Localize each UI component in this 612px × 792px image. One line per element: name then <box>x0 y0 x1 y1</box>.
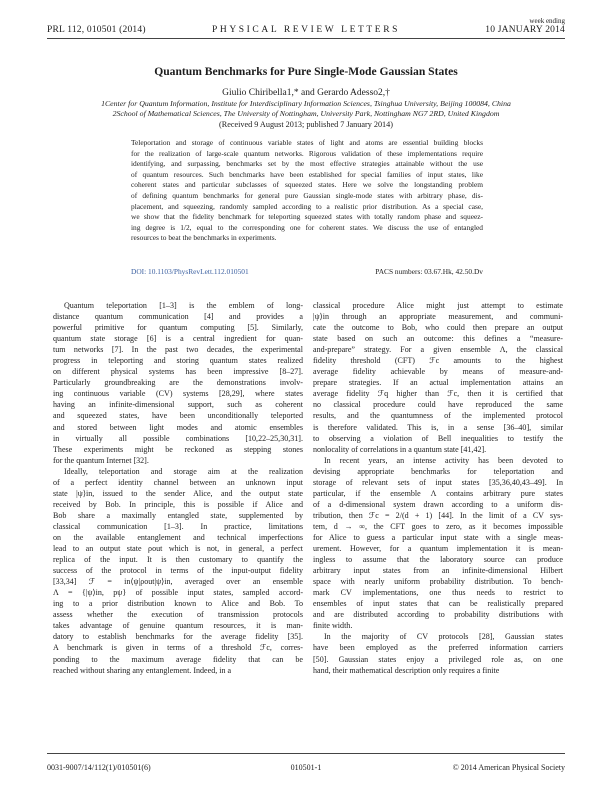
body-text-line: Λ = {|ψ⟩in, pψ} of possible input states, sampled accord- <box>53 588 303 598</box>
body-text-line: mark CV implementations, one thus needs to restrict to <box>313 588 563 598</box>
body-text-line: [50]. Gaussian states enjoy a privileged role as, on one <box>313 654 563 664</box>
abstract-line: of quantum resources. Such benchmarks have been established for special families of input states, like <box>131 169 483 179</box>
abstract-line: placement, and squeezing, randomly sampled according to a realistic prior distribution. As a special case, <box>131 201 483 211</box>
body-text-line: urement. However, for a quantum implementation it is mean- <box>313 544 563 554</box>
body-text-line: received by Bob. In principle, this is possible if Alice and <box>53 499 303 509</box>
abstract-line: ing degree is 1/2, equal to the corresponding one for coherent states. We discuss the use of entangled <box>131 222 483 232</box>
body-text-line: cate the outcome to Bob, who could then prepare an output <box>313 323 563 333</box>
abstract-line: we show that the fidelity benchmark for teleporting squeezed states with totally random phase and squeez- <box>131 212 483 222</box>
abstract-line: resources to beat the benchmarks in experiments. <box>131 233 277 243</box>
body-text-line: ensembles of input states that can be realistically prepared <box>313 599 563 609</box>
journal-name: PHYSICAL REVIEW LETTERS <box>211 25 401 35</box>
page-number: 010501-1 <box>290 763 322 772</box>
body-text-line: powerful primitive for quantum computing [5]. Similarly, <box>53 323 303 333</box>
body-text-line: for the quantum Internet [32]. <box>53 455 149 465</box>
pacs-numbers: PACS numbers: 03.67.Hk, 42.50.Dv <box>375 267 483 276</box>
body-text-line: [33,34] ℱ = in⟨ψ|ρout|ψ⟩in, averaged over an ensemble <box>53 577 303 587</box>
paper-authors: Giulio Chiribella1,* and Gerardo Adesso2,† <box>222 88 390 98</box>
body-text-line: tum networks [7]. In the past two decades, the experimental <box>53 345 303 355</box>
body-text-line: fidelity threshold (CFT) ℱc amounts to the highest <box>313 356 563 366</box>
body-text-line: Ideally, teleportation and storage aim at the realization <box>64 466 303 476</box>
body-text-line: quantum state storage [6] is a central ingredient for quan- <box>53 334 303 344</box>
body-text-line: In recent years, an intense activity has been devoted to <box>324 455 563 465</box>
body-text-line: on different physical systems has been impressive [8–27]. <box>53 367 303 377</box>
body-text-line: storage of relevant sets of input states [35,36,40,43–49]. In <box>313 477 563 487</box>
body-text-line: datory to establish benchmarks for the average fidelity [35]. <box>53 632 303 642</box>
body-text-line: reached without sharing any entanglement. Indeed, in a <box>53 665 232 675</box>
abstract-line: Teleportation and storage of continuous variable states of light and atoms are essential building blocks <box>131 138 483 147</box>
body-text-line: distance quantum communication [4] and provides a <box>53 312 303 322</box>
body-text-line: takes advantage of genuine quantum resources, it is man- <box>53 621 303 631</box>
body-text-line: is therefore validated. This is, in a sense [36–40], similar <box>313 422 563 432</box>
body-text-line: and-prepare” strategy. For a given ensemble Λ, the classical <box>313 345 563 355</box>
body-text-line: of a d-dimensional system drawn according to a uniform dis- <box>313 499 563 509</box>
body-text-line: of a perfect identity channel between an unknown input <box>53 477 303 487</box>
body-text-line: hand, their mathematical description only requires a finite <box>313 665 500 675</box>
body-text-line: space with nearly uniform probability distribution. To bench- <box>313 577 563 587</box>
body-text-line: classical procedure Alice might just attempt to estimate <box>313 301 563 310</box>
body-text-line: These experiments might be reckoned as stepping stones <box>53 444 303 454</box>
body-text-line: success of the protocol in terms of the input-output fidelity <box>53 566 303 576</box>
body-text-line: assess whether the execution of transmission protocols <box>53 610 303 620</box>
copyright: © 2014 American Physical Society <box>452 763 565 772</box>
body-text-line: and squeezed states, have been unconditionally teleported <box>53 411 303 421</box>
affiliation-1: 1Center for Quantum Information, Institute for Interdisciplinary Information Sciences, Tsinghua University, Beijing 100084, China <box>101 99 511 108</box>
paper-title: Quantum Benchmarks for Pure Single-Mode Gaussian States <box>154 65 458 78</box>
body-text-line: in virtually all possible combinations [10,22–25,30,31]. <box>53 433 303 443</box>
abstract-line: identifying, and surpassing, benchmarks set by the most effective strategies attainable without the use <box>131 159 483 169</box>
affiliation-2: 2School of Mathematical Sciences, The University of Nottingham, University Park, Nottingham NG7 2RD, United Kingdom <box>112 109 500 118</box>
body-text-line: |ψ⟩in through an appropriate measurement, and communi- <box>313 312 563 322</box>
body-text-line: state |ψ⟩in, issued to the sender Alice, and the output state <box>53 488 303 498</box>
body-text-line: particular, if the ensemble Λ contains arbitrary pure states <box>313 488 563 498</box>
footer-code: 0031-9007/14/112(1)/010501(6) <box>47 763 151 772</box>
body-text-line: lead to an output state ρout which is not, in general, a perfect <box>53 544 303 554</box>
body-text-line: In the majority of CV protocols [28], Gaussian states <box>324 632 563 642</box>
body-text-line: state based on such an outcome: this defines a “measure- <box>313 334 563 344</box>
issue-date-block <box>485 17 565 35</box>
body-text-line: having an infinite-dimensional support, such as coherent <box>53 400 303 410</box>
body-text-line: and are distributed according to probability distributions with <box>313 610 563 620</box>
body-text-line: average fidelity achievable by means of measure-and- <box>313 367 563 377</box>
issue-date: 10 JANUARY 2014 <box>485 25 565 35</box>
body-text-line: to observing a violation of Bell inequalities to testify the <box>313 433 563 443</box>
body-text-line: arbitrary input states from an infinite-dimensional Hilbert <box>313 566 563 576</box>
footer-rule <box>47 753 565 754</box>
body-text-line: results, and the quantumness of the implemented protocol <box>313 411 563 421</box>
body-text-line: replica of the input. It is then customary to quantify the <box>53 555 303 565</box>
body-text-line: ingless to assume that the laboratory source can produce <box>313 555 563 565</box>
abstract-line: for the realization of large-scale quantum networks. Rigorous validation of these implementations require <box>131 148 483 158</box>
body-text-line: ing to a prior distribution known to Alice and Bob. To <box>53 599 303 609</box>
body-text-line: finite width. <box>313 621 353 631</box>
body-left-column <box>53 300 303 676</box>
body-text-line: tem, d → ∞, the CFT goes to zero, as it becomes impossible <box>313 521 563 531</box>
body-text-line: on the available entanglement and technical imperfections <box>53 532 303 542</box>
body-text-line: have been employed as the preferred information carriers <box>313 643 563 653</box>
body-text-line: classical communication [1–3]. In practice, limitations <box>53 521 303 531</box>
abstract-line: coherent states and particular subclasses of squeezed states. Here we solve the longstanding problem <box>131 180 483 190</box>
body-text-line: Bob share a maximally entangled state, supplemented by <box>53 510 303 520</box>
abstract-line: of defining quantum benchmarks for general pure Gaussian single-mode states with arbitrary phase, dis- <box>131 190 483 200</box>
week-label: week ending <box>529 17 565 25</box>
body-text-line: ponding to the maximum average fidelity that can be <box>53 654 303 664</box>
body-text-line: average fidelity ℱq higher than ℱc, then it is certified that <box>313 389 563 399</box>
body-right-column <box>313 300 563 676</box>
body-text-line: nonlocality of correlations in a quantum state [41,42]. <box>313 444 487 454</box>
header-rule <box>47 38 565 39</box>
doi-link[interactable]: DOI: 10.1103/PhysRevLett.112.010501 <box>131 267 249 276</box>
journal-reference: PRL 112, 010501 (2014) <box>47 25 146 35</box>
body-text-line: no classical procedure could have reproduced the same <box>313 400 563 410</box>
body-text-line: prepare strategies. If an actual implementation attains an <box>313 378 563 388</box>
body-text-line: Quantum teleportation [1–3] is the emblem of long- <box>64 301 303 310</box>
body-text-line: A benchmark is given in terms of a threshold ℱc, corres- <box>53 643 303 653</box>
body-text-line: and stored between light modes and atomic ensembles <box>53 422 303 432</box>
body-text-line: progress in teleporting and storing quantum states realized <box>53 356 303 366</box>
received-dates: (Received 9 August 2013; published 7 January 2014) <box>219 120 393 129</box>
abstract <box>131 138 483 244</box>
body-text-line: devising appropriate benchmarks for teleportation and <box>313 466 563 476</box>
body-text-line: for Alice to guess a particular input state with a single meas- <box>313 532 563 542</box>
body-text-line: Particularly groundbreaking are the demonstrations involv- <box>53 378 303 388</box>
body-text-line: ing continuous variable (CV) systems [28,29], where states <box>53 389 303 399</box>
body-text-line: tribution, then ℱc = 2/(d + 1) [44]. In the limit of a CV sys- <box>313 510 563 520</box>
